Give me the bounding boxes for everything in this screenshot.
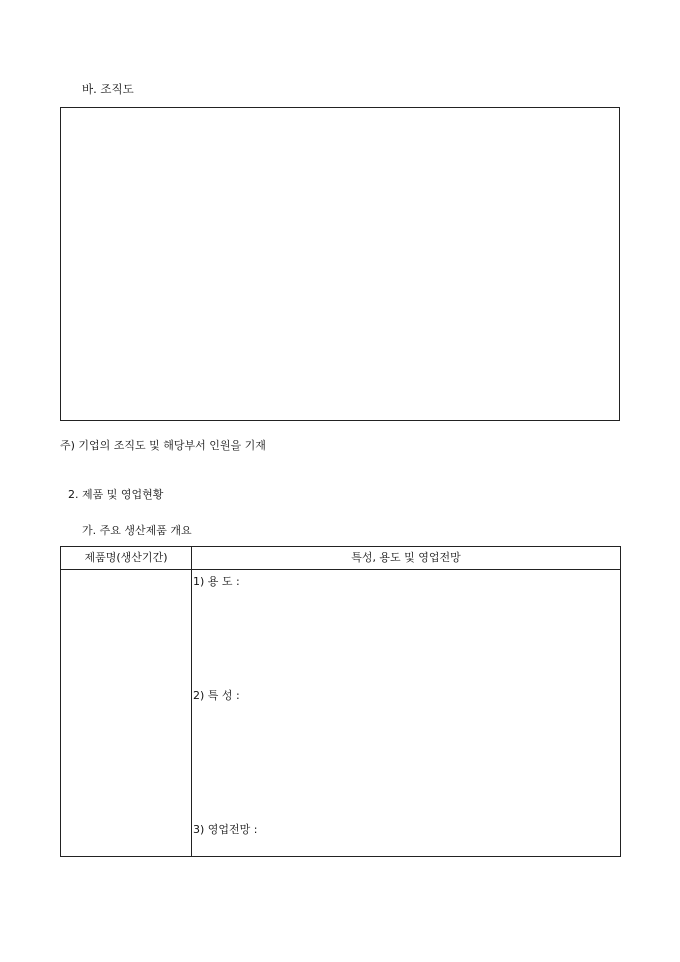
- table-header-features: 특성, 용도 및 영업전망: [351, 551, 461, 564]
- item-sales-outlook[interactable]: 3) 영업전망 :: [193, 823, 258, 836]
- table-column-divider: [191, 547, 192, 856]
- section-heading-products: 2. 제품 및 영업현황: [68, 488, 164, 501]
- product-name-cell[interactable]: [61, 570, 191, 856]
- org-chart-note: 주) 기업의 조직도 및 해당부서 인원을 기재: [60, 439, 266, 452]
- item-features[interactable]: 2) 특 성 :: [193, 689, 240, 702]
- item-usage[interactable]: 1) 용 도 :: [193, 575, 240, 588]
- table-header-product-name: 제품명(생산기간): [84, 551, 168, 564]
- org-chart-box: [60, 107, 620, 421]
- subsection-heading-main-products: 가. 주요 생산제품 개요: [82, 524, 192, 537]
- section-heading-org-chart: 바. 조직도: [82, 82, 134, 96]
- product-overview-table: [60, 546, 621, 857]
